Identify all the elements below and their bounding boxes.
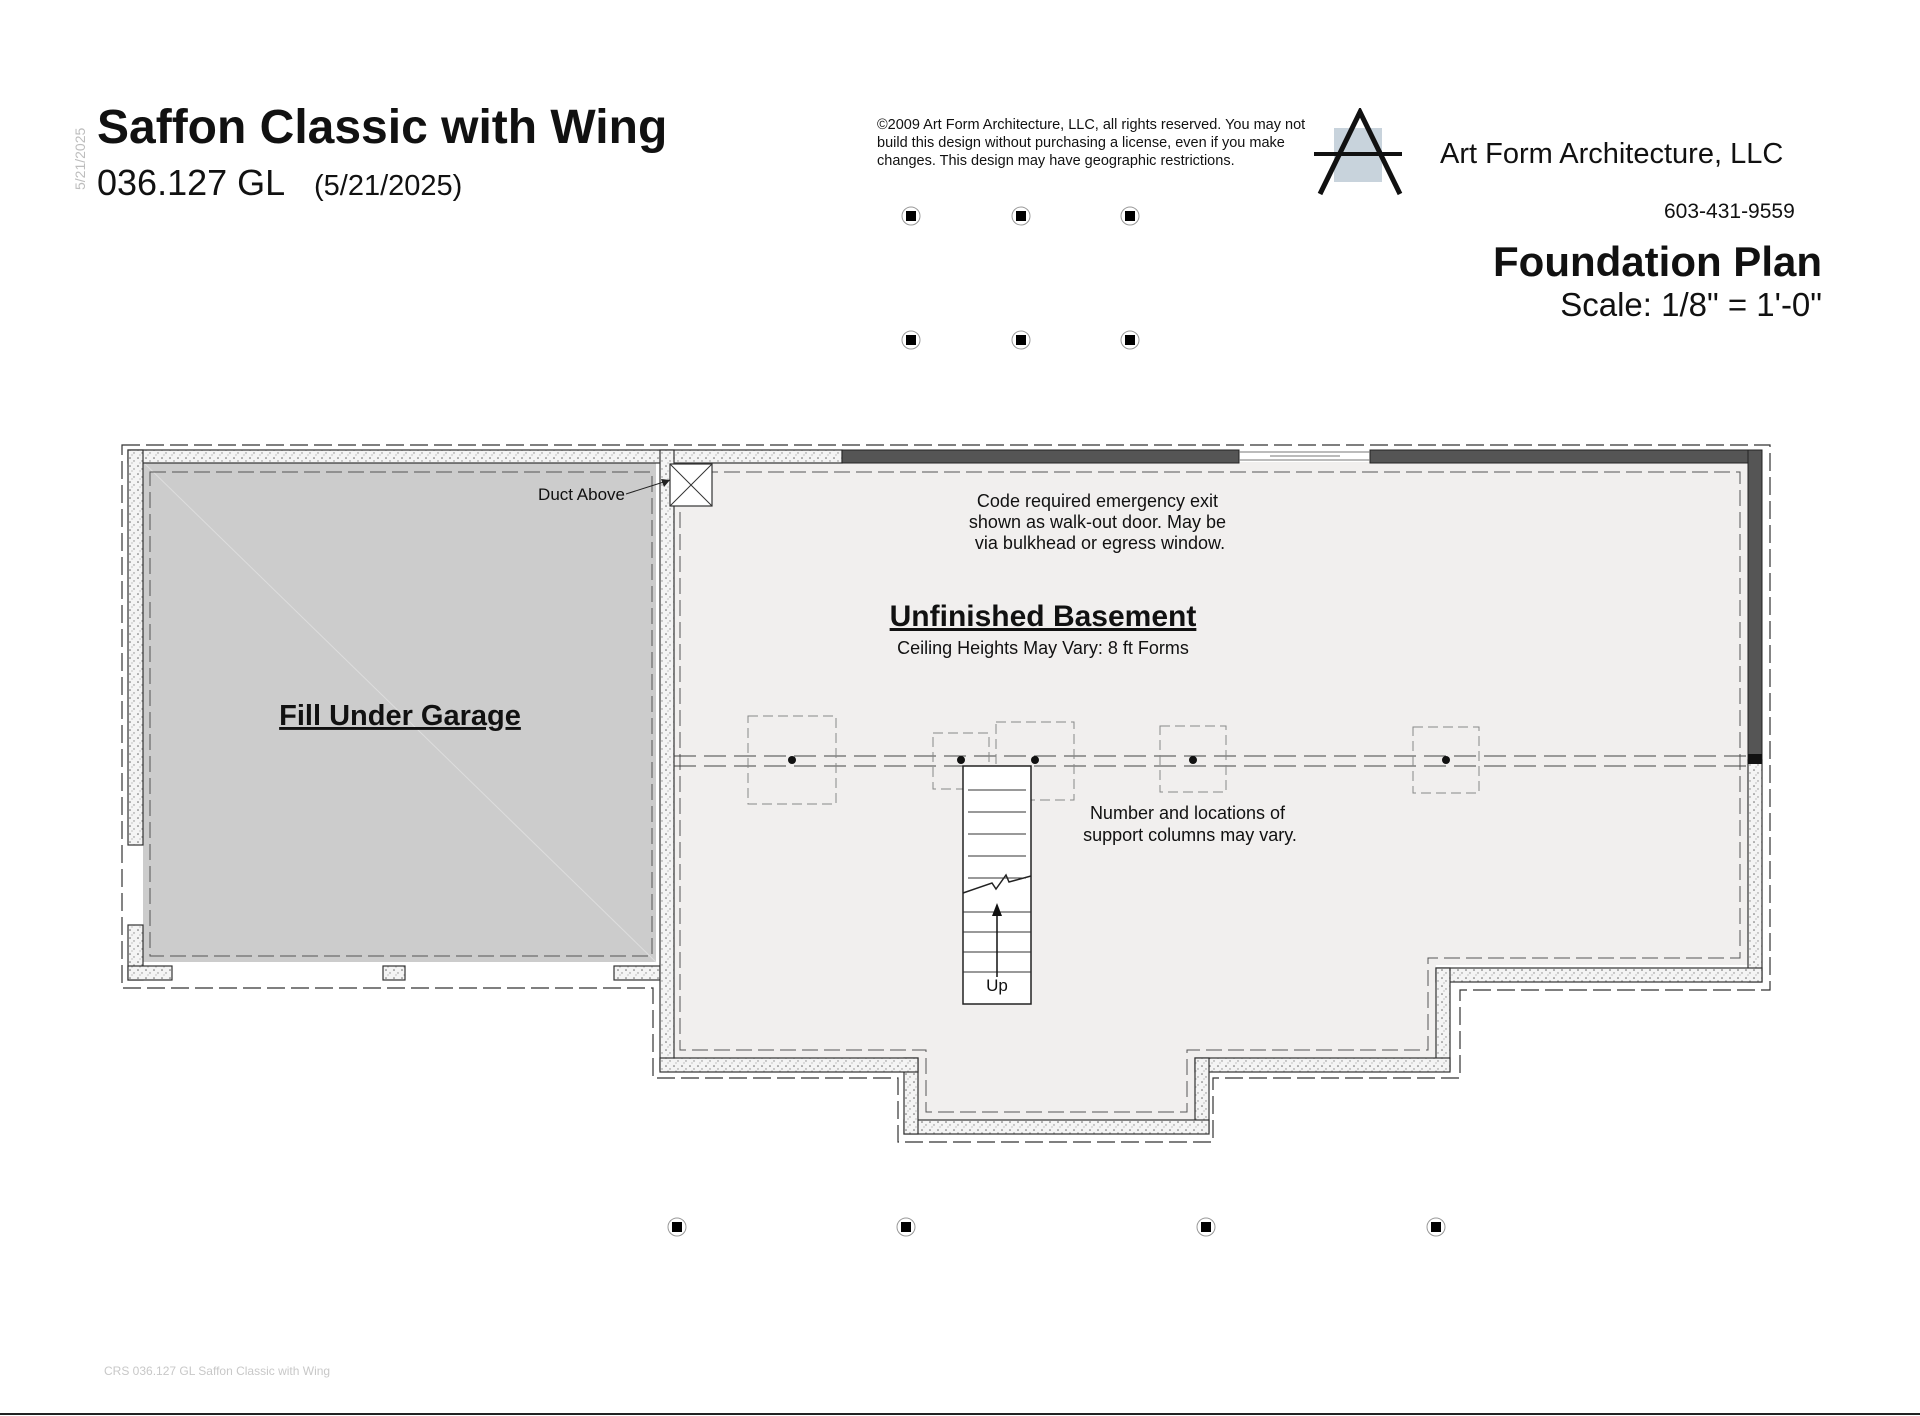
grid-marker <box>668 1218 686 1236</box>
footer-reference: CRS 036.127 GL Saffon Classic with Wing <box>104 1364 331 1378</box>
columns-note-line: support columns may vary. <box>1083 825 1297 845</box>
columns-note-line: Number and locations of <box>1089 803 1286 823</box>
side-date: 5/21/2025 <box>72 127 88 190</box>
grid-marker <box>902 331 920 349</box>
grid-marker <box>1012 207 1030 225</box>
grid-marker <box>1012 331 1030 349</box>
grid-marker <box>1427 1218 1445 1236</box>
walkout-door <box>1239 452 1370 460</box>
plan-date: (5/21/2025) <box>314 170 463 202</box>
egress-note-line: shown as walk-out door. May be <box>968 512 1227 532</box>
basement-stairs[interactable] <box>963 766 1031 1004</box>
egress-note <box>969 491 1231 553</box>
grid-markers-bottom <box>668 1218 1445 1236</box>
duct-label: Duct Above <box>538 485 625 504</box>
egress-note-line: Code required emergency exit <box>976 491 1219 511</box>
garage-label: Fill Under Garage <box>279 700 521 732</box>
grid-marker <box>902 207 920 225</box>
copyright-notice: ©2009 Art Form Architecture, LLC, all rights reserved. You may not build this design without purchasing a license, even if you make changes. This design may have geographic restrictions. <box>877 117 1306 169</box>
grid-markers-top <box>902 207 1139 349</box>
plan-number: 036.127 GL <box>97 162 286 203</box>
sheet-title: Foundation Plan <box>1493 238 1822 285</box>
grid-marker <box>1121 331 1139 349</box>
scale-note: Scale: 1/8" = 1'-0" <box>1560 286 1822 323</box>
plan-title: Saffon Classic with Wing <box>97 101 668 154</box>
basement-floor <box>672 462 1748 1120</box>
grid-marker <box>1121 207 1139 225</box>
egress-note-line: via bulkhead or egress window. <box>974 533 1226 553</box>
bottom-rule <box>0 1413 1920 1415</box>
ceiling-note: Ceiling Heights May Vary: 8 ft Forms <box>897 638 1189 658</box>
grid-marker <box>897 1218 915 1236</box>
company-phone: 603-431-9559 <box>1664 200 1795 223</box>
company-name: Art Form Architecture, LLC <box>1440 138 1784 170</box>
grid-marker <box>1197 1218 1215 1236</box>
stair-up-label: Up <box>986 976 1008 995</box>
basement-label: Unfinished Basement <box>889 600 1197 633</box>
